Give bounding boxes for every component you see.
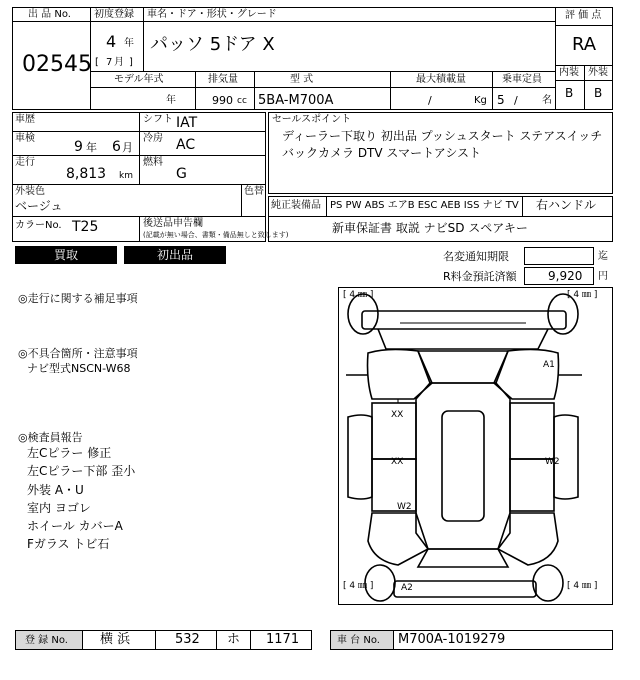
max-load-sep: / — [428, 94, 432, 107]
report-item: 左Cピラー下部 歪小 — [27, 464, 136, 478]
color-no-label: カラーNo. — [15, 220, 62, 231]
hood-top — [378, 329, 548, 349]
buy-tag: 買取 — [15, 246, 117, 264]
report-item: 左Cピラー 修正 — [27, 446, 112, 460]
rear-bumper-outline — [394, 581, 536, 597]
mark-a2: A2 — [401, 583, 413, 593]
sales-point-line2: バックカメラ DTV スマートアシスト — [282, 146, 481, 160]
windscreen — [418, 351, 508, 383]
report-item: ホイール カバーA — [27, 519, 123, 533]
fuel-value: G — [176, 166, 187, 182]
rear-side-left — [368, 513, 428, 565]
max-load-label: 最大積載量 — [416, 74, 466, 85]
mileage-label: 走行 — [15, 157, 35, 168]
chassis-label: 車 台 No. — [337, 635, 380, 646]
reg-number: 1171 — [266, 632, 300, 647]
exterior-label: 外装 — [588, 67, 608, 78]
model-year-label: モデル年式 — [114, 74, 164, 85]
month-bracket-right: ] — [129, 57, 133, 68]
left-rocker — [348, 415, 372, 499]
inspection-year: 9 — [74, 139, 83, 155]
mileage-value: 8,813 — [66, 166, 107, 182]
displacement-unit: cc — [237, 96, 247, 106]
inspection-label: 車検 — [15, 133, 35, 144]
inspection-month-unit: 月 — [122, 141, 133, 154]
capacity-label: 乗車定員 — [502, 74, 542, 85]
chassis-no: M700A-1019279 — [398, 632, 506, 647]
tire-rear-left: [ 4 ㎜ ] — [343, 581, 374, 591]
first-reg-month-unit: 月 — [114, 57, 124, 68]
color-label: 外装色 — [15, 186, 45, 197]
report-item: 室内 ヨゴレ — [27, 501, 91, 515]
rear-side-right — [498, 513, 558, 565]
model-year-unit: 年 — [166, 95, 176, 106]
capacity-sep: / — [514, 94, 518, 107]
right-front-door — [510, 403, 554, 459]
first-listing-tag: 初出品 — [124, 246, 226, 264]
mark-xx-front: XX — [391, 410, 404, 420]
rating-value: RA — [572, 34, 597, 55]
roof-panel — [442, 411, 484, 521]
defects-line1: ナビ型式NSCN-W68 — [27, 362, 131, 375]
interior-grade: B — [565, 86, 574, 100]
reg-kana: ホ — [227, 632, 241, 647]
front-right-wheel — [548, 294, 578, 334]
shift-label: シフト — [143, 114, 173, 125]
shift-value: IAT — [176, 115, 198, 131]
exterior-grade: B — [594, 86, 603, 100]
handle-value: 右ハンドル — [536, 198, 597, 212]
max-load-unit: Kg — [474, 95, 487, 106]
recycle-label: R料金預託済額 — [443, 270, 517, 283]
displacement-label: 排気量 — [208, 74, 238, 85]
ac-value: AC — [176, 137, 196, 153]
car-name-label: 車名・ドア・形状・グレード — [147, 9, 277, 20]
interior-label: 内装 — [559, 67, 579, 78]
mileage-unit: km — [119, 171, 133, 181]
type-label: 型 式 — [290, 74, 314, 85]
rear-right-wheel — [533, 565, 563, 601]
sales-point-label: セールスポイント — [272, 114, 352, 125]
capacity-value: 5 — [497, 93, 505, 107]
first-reg-label: 初度登録 — [94, 9, 134, 20]
type-value: 5BA-M700A — [258, 93, 334, 108]
lot-number: 02545 — [22, 52, 92, 77]
reg-class: 532 — [175, 632, 200, 647]
defects-title: ◎不具合箇所・注意事項 — [18, 347, 138, 360]
month-bracket-left: [ — [95, 57, 99, 68]
report-item: Fガラス トビ石 — [27, 537, 110, 551]
car-diagram — [338, 287, 613, 605]
inspector-title: ◎検査員報告 — [18, 431, 83, 444]
equipment-label: 純正装備品 — [271, 200, 321, 211]
post-docs-label: 後送品申告欄 — [143, 218, 203, 229]
mark-w2-right: W2 — [545, 457, 560, 467]
front-bumper-outline — [362, 311, 566, 329]
report-item: 外装 A・U — [27, 483, 84, 497]
recycle-value: 9,920 — [548, 269, 583, 283]
cabin-outline — [416, 383, 510, 549]
recycle-unit: 円 — [598, 271, 608, 282]
capacity-unit: 名 — [542, 95, 552, 106]
color-value: ベージュ — [15, 199, 63, 213]
mark-a1: A1 — [543, 360, 555, 370]
mark-xx-rear: XX — [391, 457, 404, 467]
fuel-label: 燃料 — [143, 157, 163, 168]
post-docs-note: (記載が無い場合、書類・備品無しと致します) — [143, 231, 289, 239]
lot-no-label: 出 品 No. — [28, 9, 71, 20]
equipment-items: PS PW ABS エアB ESC AEB ISS ナビ TV — [330, 200, 519, 211]
color-no-value: T25 — [72, 219, 99, 235]
meter-label: 名変通知期限 — [443, 250, 509, 263]
car-name: パッソ 5ドア X — [150, 34, 275, 55]
inspection-year-unit: 年 — [86, 141, 97, 154]
tire-front-left: [ 4 ㎜ ] — [343, 290, 374, 300]
reg-area: 横 浜 — [100, 632, 131, 647]
tire-rear-right: [ 4 ㎜ ] — [567, 581, 598, 591]
docs-value: 新車保証書 取説 ナビSD スペアキー — [332, 221, 528, 235]
meter-unit: 迄 — [598, 251, 608, 262]
displacement-value: 990 — [212, 94, 233, 107]
driving-notes-title: ◎走行に関する補足事項 — [18, 292, 138, 305]
history-label: 車歴 — [15, 114, 35, 125]
first-reg-month: 7 — [106, 57, 113, 68]
rear-hatch — [418, 549, 508, 567]
inspection-month: 6 — [112, 139, 121, 155]
tire-front-right: [ 4 ㎜ ] — [567, 290, 598, 300]
reg-label: 登 録 No. — [25, 635, 68, 646]
ac-label: 冷房 — [143, 133, 163, 144]
rating-label: 評 価 点 — [565, 10, 602, 21]
mark-w2-left: W2 — [397, 502, 412, 512]
meter-value-box — [524, 247, 594, 265]
first-reg-year: 4 — [106, 32, 117, 51]
repaint-label: 色替 — [244, 186, 264, 197]
sales-point-line1: ディーラー下取り 初出品 プッシュスタート ステアスイッチ — [282, 129, 603, 143]
first-reg-year-unit: 年 — [124, 38, 134, 49]
